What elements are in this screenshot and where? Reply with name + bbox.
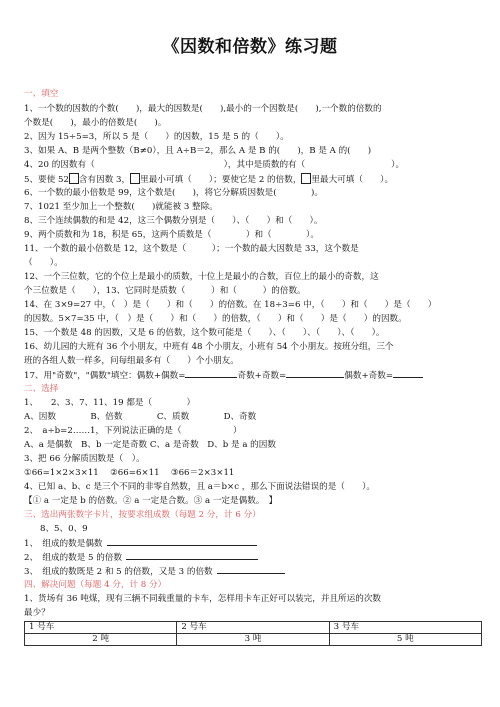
question-7: 7、1021 至少加上一个整数( )就能被 3 整除。 (24, 202, 218, 212)
worksheet-title: 《因数和倍数》练习题 (162, 37, 338, 57)
question-16-line-2: 班的各组人数一样多，问每组最多有（ ）个小朋友。 (24, 356, 239, 366)
question-2: 2、因为 15÷5=3，所以 5 是（ ）的因数，15 是 5 的（ ）。 (24, 132, 289, 142)
cards-question-3 (24, 565, 492, 578)
section-problem-heading: 四、解决问题（每题 4 分，计 8 分） (24, 580, 167, 590)
table-header-cell: 2 号车 (177, 622, 329, 634)
section-choice-heading: 二、选择 (24, 384, 59, 394)
question-11-line-1: 11、一个数的最小倍数是 12，这个数是（ ）；一个数的最大因数是 33，这个数是 (24, 244, 359, 254)
question-12-line-2: 个三位数是（ ），13、它同时是质数（ ）和（ ）的倍数。 (24, 286, 306, 296)
question-17-part-2: 奇数+奇数= (237, 371, 287, 381)
problem-1-line-1: 1、货场有 36 吨煤，现有三辆不同载重量的卡车，怎样用卡车正好可以装完，并且所运的次数 (24, 594, 382, 604)
table-cell: 5 吨 (329, 634, 481, 646)
blank-box[interactable] (130, 173, 140, 184)
question-16-line-1: 16、幼儿园的大班有 36 个小朋友，中班有 48 个小朋友，小班有 54 个小朋友。按班分组，三个 (24, 342, 394, 352)
section-cards-heading: 三、选出两张数字卡片，按要求组成数（每题 2 分，计 6 分） (24, 510, 261, 520)
question-14-line-2: 的因数。5×7=35 中，（ ）是（ ）和（ ）的倍数，（ ）和（ ）是（ ）的因数。 (24, 314, 407, 324)
question-3: 3、如果 A、B 是两个整数（B≠0），且 A÷B＝2，那么 A 是 B 的( )，B 是 A 的( ) (24, 146, 372, 156)
answer-blank[interactable] (107, 537, 257, 546)
question-1-line-1: 1、一个数的因数的个数( )，最大的因数是( ),最小的一个因数是( ),一个数的倍数的 (24, 104, 382, 114)
problem-1-line-2: 最少？ (24, 608, 50, 618)
question-15: 15、一个数是 48 的因数，又是 6 的倍数，这个数可能是（ ）、（ ）、（ ）、（ ）。 (24, 328, 385, 338)
question-4: 4、20 的因数有（ ），其中是质数的有（ ）。 (24, 160, 405, 170)
table-header-cell: 1 号车 (25, 622, 177, 634)
question-5-part-4: 里最大可填（ ）。 (311, 175, 394, 185)
question-5-part-1: 5、要使 52 (24, 175, 69, 185)
question-6: 6、一个数的最小倍数是 99，这个数是( )，将它分解质因数是( )。 (24, 188, 323, 198)
question-5-part-3: 里最小可填（ ）；要使它是 2 的倍数， (140, 175, 302, 185)
question-9: 9、两个质数和为 18，积是 65，这两个质数是（ ）和（ ）。 (24, 230, 319, 240)
choice-1-options: A、因数 B、倍数 C、质数 D、奇数 (24, 412, 257, 422)
choice-1: 1、 2、3、7、11、19 都是（ ） (24, 398, 196, 408)
question-17-part-1: 17、用"奇数"，"偶数"填空：偶数+偶数= (24, 371, 186, 381)
truck-capacity-table (24, 621, 482, 646)
question-17-part-3: 偶数+奇数= (344, 371, 394, 381)
question-5 (24, 173, 492, 186)
question-1-line-2: 个数是( )，最小的倍数是( )。 (24, 118, 167, 128)
table-header-cell: 3 号车 (329, 622, 481, 634)
answer-blank[interactable] (393, 369, 423, 378)
table-cell: 3 吨 (177, 634, 329, 646)
answer-blank[interactable] (126, 551, 258, 560)
cards-question-1 (24, 537, 492, 550)
question-11-line-2: （ ）。 (24, 258, 63, 268)
choice-3-options: ①66=1×2×3×11 ②66=6×11 ③66＝2×3×11 (24, 468, 235, 478)
question-12-line-1: 12、一个三位数，它的个位上是最小的质数，十位上是最小的合数，百位上的最小的奇数，这 (24, 272, 379, 282)
digit-cards: 8、5、0、9 (40, 524, 88, 534)
cards-question-3-text: 3、 组成的数既是 2 和 5 的倍数，又是 3 的倍数 (24, 567, 213, 577)
cards-question-2 (24, 551, 492, 564)
choice-3: 3、把 66 分解质因数是（ ）。 (24, 454, 145, 464)
table-header-row (25, 622, 482, 634)
cards-question-2-text: 2、 组成的数是 5 的倍数 (24, 553, 123, 563)
question-14-line-1: 14、在 3×9=27 中，（ ）是（ ）和（ ）的倍数。在 18÷3=6 中，（ ）和（ ）是（ ） (24, 300, 437, 310)
blank-box[interactable] (69, 173, 79, 184)
answer-blank[interactable] (286, 369, 344, 378)
question-17 (24, 369, 492, 382)
choice-2: 2、 a÷b=2……1，下列说法正确的是（ ） (24, 426, 242, 436)
answer-blank[interactable] (217, 565, 285, 574)
blank-box[interactable] (301, 173, 311, 184)
answer-blank[interactable] (185, 369, 237, 378)
choice-4: 4、已知 a、b、c 是三个不同的非零自然数，且 a＝b×c ，那么下面说法错误的是（ ）。 (24, 482, 375, 492)
cards-question-1-text: 1、 组成的数是偶数 (24, 539, 103, 549)
table-cell: 2 吨 (25, 634, 177, 646)
section-fill-heading: 一、填空 (24, 89, 59, 99)
choice-4-options: 【① a 一定是 b 的倍数。② a 一定是合数。③ a 一定是偶数。 】 (24, 496, 278, 506)
table-row (25, 634, 482, 646)
choice-2-options: A、a 是偶数 B、b 一定是奇数 C、a 是奇数 D、b 是 a 的因数 (24, 440, 276, 450)
question-8: 8、三个连续偶数的和是 42，这三个偶数分别是（ ）、（ ）和（ ）。 (24, 216, 323, 226)
question-5-part-2: 含有因数 3， (78, 175, 131, 185)
